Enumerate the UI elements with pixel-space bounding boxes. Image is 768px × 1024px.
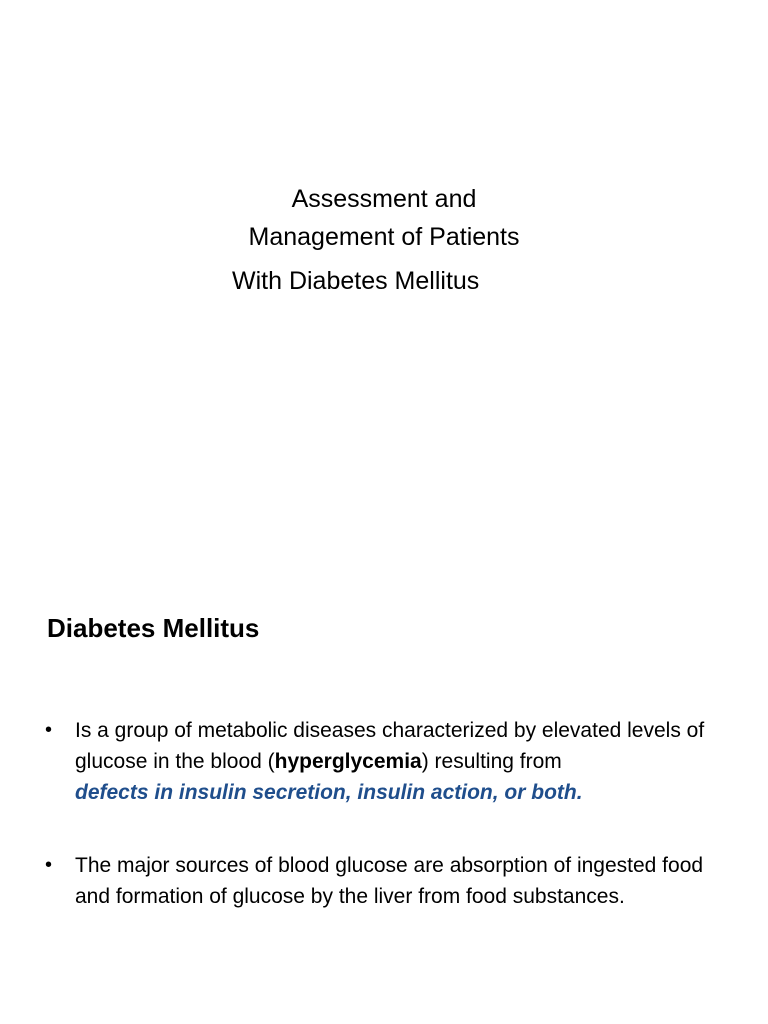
bullet-text-part: Is a group of metabolic diseases characterized by elevated levels of glucose in the blood (	[75, 719, 705, 773]
bold-term: hyperglycemia	[274, 750, 422, 773]
emphasized-phrase: defects in insulin secretion, insulin action, or both.	[75, 781, 583, 804]
bullet-marker: •	[45, 854, 53, 876]
content-slide	[0, 512, 768, 1024]
slide-heading: Diabetes Mellitus	[47, 613, 260, 643]
bullet-text: The major sources of blood glucose are absorption of ingested food and formation of glucose by the liver from food substances.	[75, 854, 704, 908]
bullet-marker: •	[45, 719, 53, 741]
title-line-3: With Diabetes Mellitus	[232, 267, 480, 295]
bullet-text-part: ) resulting from	[421, 750, 562, 773]
bullet-item	[45, 850, 735, 912]
title-line-2: Management of Patients	[248, 223, 520, 251]
bullet-text	[75, 715, 735, 808]
title-line-1: Assessment and	[291, 185, 477, 213]
bullet-item	[45, 715, 735, 808]
